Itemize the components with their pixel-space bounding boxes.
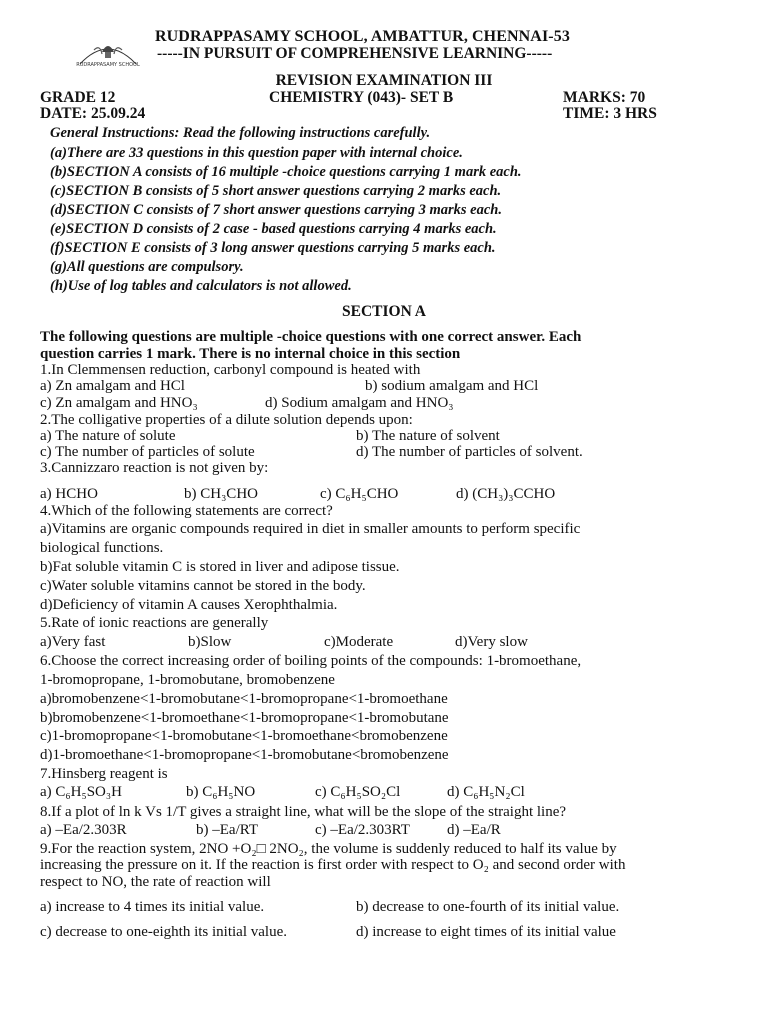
question-1: 1.In Clemmensen reduction, carbonyl compound is heated with <box>40 362 421 378</box>
question-8: 8.If a plot of ln k Vs 1/T gives a straight line, what will be the slope of the straight line? <box>40 804 567 820</box>
q2-option-a: a) The nature of solute <box>40 428 176 444</box>
q6-option-a: a)bromobenzene<1-bromobutane<1-bromopropane<1-bromoethane <box>40 691 448 707</box>
instruction-line: (b)SECTION A consists of 16 multiple -choice questions carrying 1 mark each. <box>50 164 522 180</box>
logo-text: RUDRAPPASAMY SCHOOL <box>76 62 140 68</box>
q2-option-c: c) The number of particles of solute <box>40 444 255 460</box>
instruction-line: (a)There are 33 questions in this question paper with internal choice. <box>50 145 463 161</box>
section-a-intro: The following questions are multiple -choice questions with one correct answer. Each <box>40 329 582 345</box>
q3-option-d: d) (CH₃)₃CCHO <box>456 486 556 502</box>
exam-time: TIME: 3 HRS <box>563 105 657 122</box>
q4-option-a: a)Vitamins are organic compounds required in diet in smaller amounts to perform specific <box>40 521 581 537</box>
instruction-line: (f)SECTION E consists of 3 long answer questions carrying 5 marks each. <box>50 240 496 256</box>
question-9-cont: increasing the pressure on it. If the reaction is first order with respect to O₂ and second order with <box>40 857 626 873</box>
instruction-line: (d)SECTION C consists of 7 short answer questions carrying 3 marks each. <box>50 202 502 218</box>
exam-date: DATE: 25.09.24 <box>40 105 146 122</box>
q6-option-d: d)1-bromoethane<1-bromopropane<1-bromobutane<bromobenzene <box>40 747 449 763</box>
instruction-line: (g)All questions are compulsory. <box>50 259 244 275</box>
q3-option-a: a) HCHO <box>40 486 98 502</box>
q9-option-a: a) increase to 4 times its initial value. <box>40 899 265 915</box>
instruction-line: (h)Use of log tables and calculators is not allowed. <box>50 278 352 294</box>
question-9-cont: respect to NO, the rate of reaction will <box>40 874 271 890</box>
q4-option-a-cont: biological functions. <box>40 540 164 556</box>
q4-option-c: c)Water soluble vitamins cannot be stored in the body. <box>40 578 366 594</box>
q8-option-a: a) –Ea/2.303R <box>40 822 127 838</box>
grade: GRADE 12 <box>40 89 116 106</box>
q6-option-b: b)bromobenzene<1-bromoethane<1-bromopropane<1-bromobutane <box>40 710 449 726</box>
section-a-title: SECTION A <box>342 303 426 320</box>
question-2: 2.The colligative properties of a dilute solution depends upon: <box>40 412 413 428</box>
q4-option-d: d)Deficiency of vitamin A causes Xerophthalmia. <box>40 597 338 613</box>
q9-option-b: b) decrease to one-fourth of its initial value. <box>356 899 620 915</box>
q1-option-a: a) Zn amalgam and HCl <box>40 378 185 394</box>
q4-option-b: b)Fat soluble vitamin C is stored in liver and adipose tissue. <box>40 559 400 575</box>
question-6-cont: 1-bromopropane, 1-bromobutane, bromobenzene <box>40 672 335 688</box>
q8-option-c: c) –Ea/2.303RT <box>315 822 410 838</box>
q5-option-d: d)Very slow <box>455 634 528 650</box>
instruction-line: (c)SECTION B consists of 5 short answer questions carrying 2 marks each. <box>50 183 502 199</box>
q2-option-b: b) The nature of solvent <box>356 428 500 444</box>
exam-title: REVISION EXAMINATION III <box>275 72 493 89</box>
section-a-intro: question carries 1 mark. There is no internal choice in this section <box>40 346 461 362</box>
q9-option-c: c) decrease to one-eighth its initial value. <box>40 924 287 940</box>
q5-option-b: b)Slow <box>188 634 232 650</box>
instruction-line: General Instructions: Read the following instructions carefully. <box>50 125 431 141</box>
q6-option-c: c)1-bromopropane<1-bromobutane<1-bromoethane<bromobenzene <box>40 728 448 744</box>
q2-option-d: d) The number of particles of solvent. <box>356 444 583 460</box>
question-4: 4.Which of the following statements are correct? <box>40 503 333 519</box>
q7-option-b: b) C₆H₅NO <box>186 784 256 800</box>
instruction-line: (e)SECTION D consists of 2 case - based questions carrying 4 marks each. <box>50 221 497 237</box>
question-6: 6.Choose the correct increasing order of boiling points of the compounds: 1-bromoethane, <box>40 653 582 669</box>
question-7: 7.Hinsberg reagent is <box>40 766 168 782</box>
q7-option-a: a) C₆H₅SO₃H <box>40 784 122 800</box>
q8-option-d: d) –Ea/R <box>447 822 501 838</box>
q5-option-a: a)Very fast <box>40 634 106 650</box>
q7-option-d: d) C₆H₅N₂Cl <box>447 784 525 800</box>
school-motto: -----IN PURSUIT OF COMPREHENSIVE LEARNING----- <box>157 45 553 62</box>
marks: MARKS: 70 <box>563 89 646 106</box>
question-5: 5.Rate of ionic reactions are generally <box>40 615 269 631</box>
q7-option-c: c) C₆H₅SO₂Cl <box>315 784 401 800</box>
question-9: 9.For the reaction system, 2NO +O₂□ 2NO₂, the volume is suddenly reduced to half its value by <box>40 841 617 857</box>
q8-option-b: b) –Ea/RT <box>196 822 258 838</box>
school-name: RUDRAPPASAMY SCHOOL, AMBATTUR, CHENNAI-53 <box>155 28 570 45</box>
school-logo-icon <box>72 30 144 70</box>
q5-option-c: c)Moderate <box>324 634 394 650</box>
subject: CHEMISTRY (043)- SET B <box>269 89 454 106</box>
q1-option-b: b) sodium amalgam and HCl <box>365 378 539 394</box>
q3-option-b: b) CH₃CHO <box>184 486 258 502</box>
q3-option-c: c) C₆H₅CHO <box>320 486 399 502</box>
q9-option-d: d) increase to eight times of its initial value <box>356 924 616 940</box>
q1-option-d: d) Sodium amalgam and HNO₃ <box>265 395 454 411</box>
question-3: 3.Cannizzaro reaction is not given by: <box>40 460 269 476</box>
q1-option-c: c) Zn amalgam and HNO₃ <box>40 395 198 411</box>
